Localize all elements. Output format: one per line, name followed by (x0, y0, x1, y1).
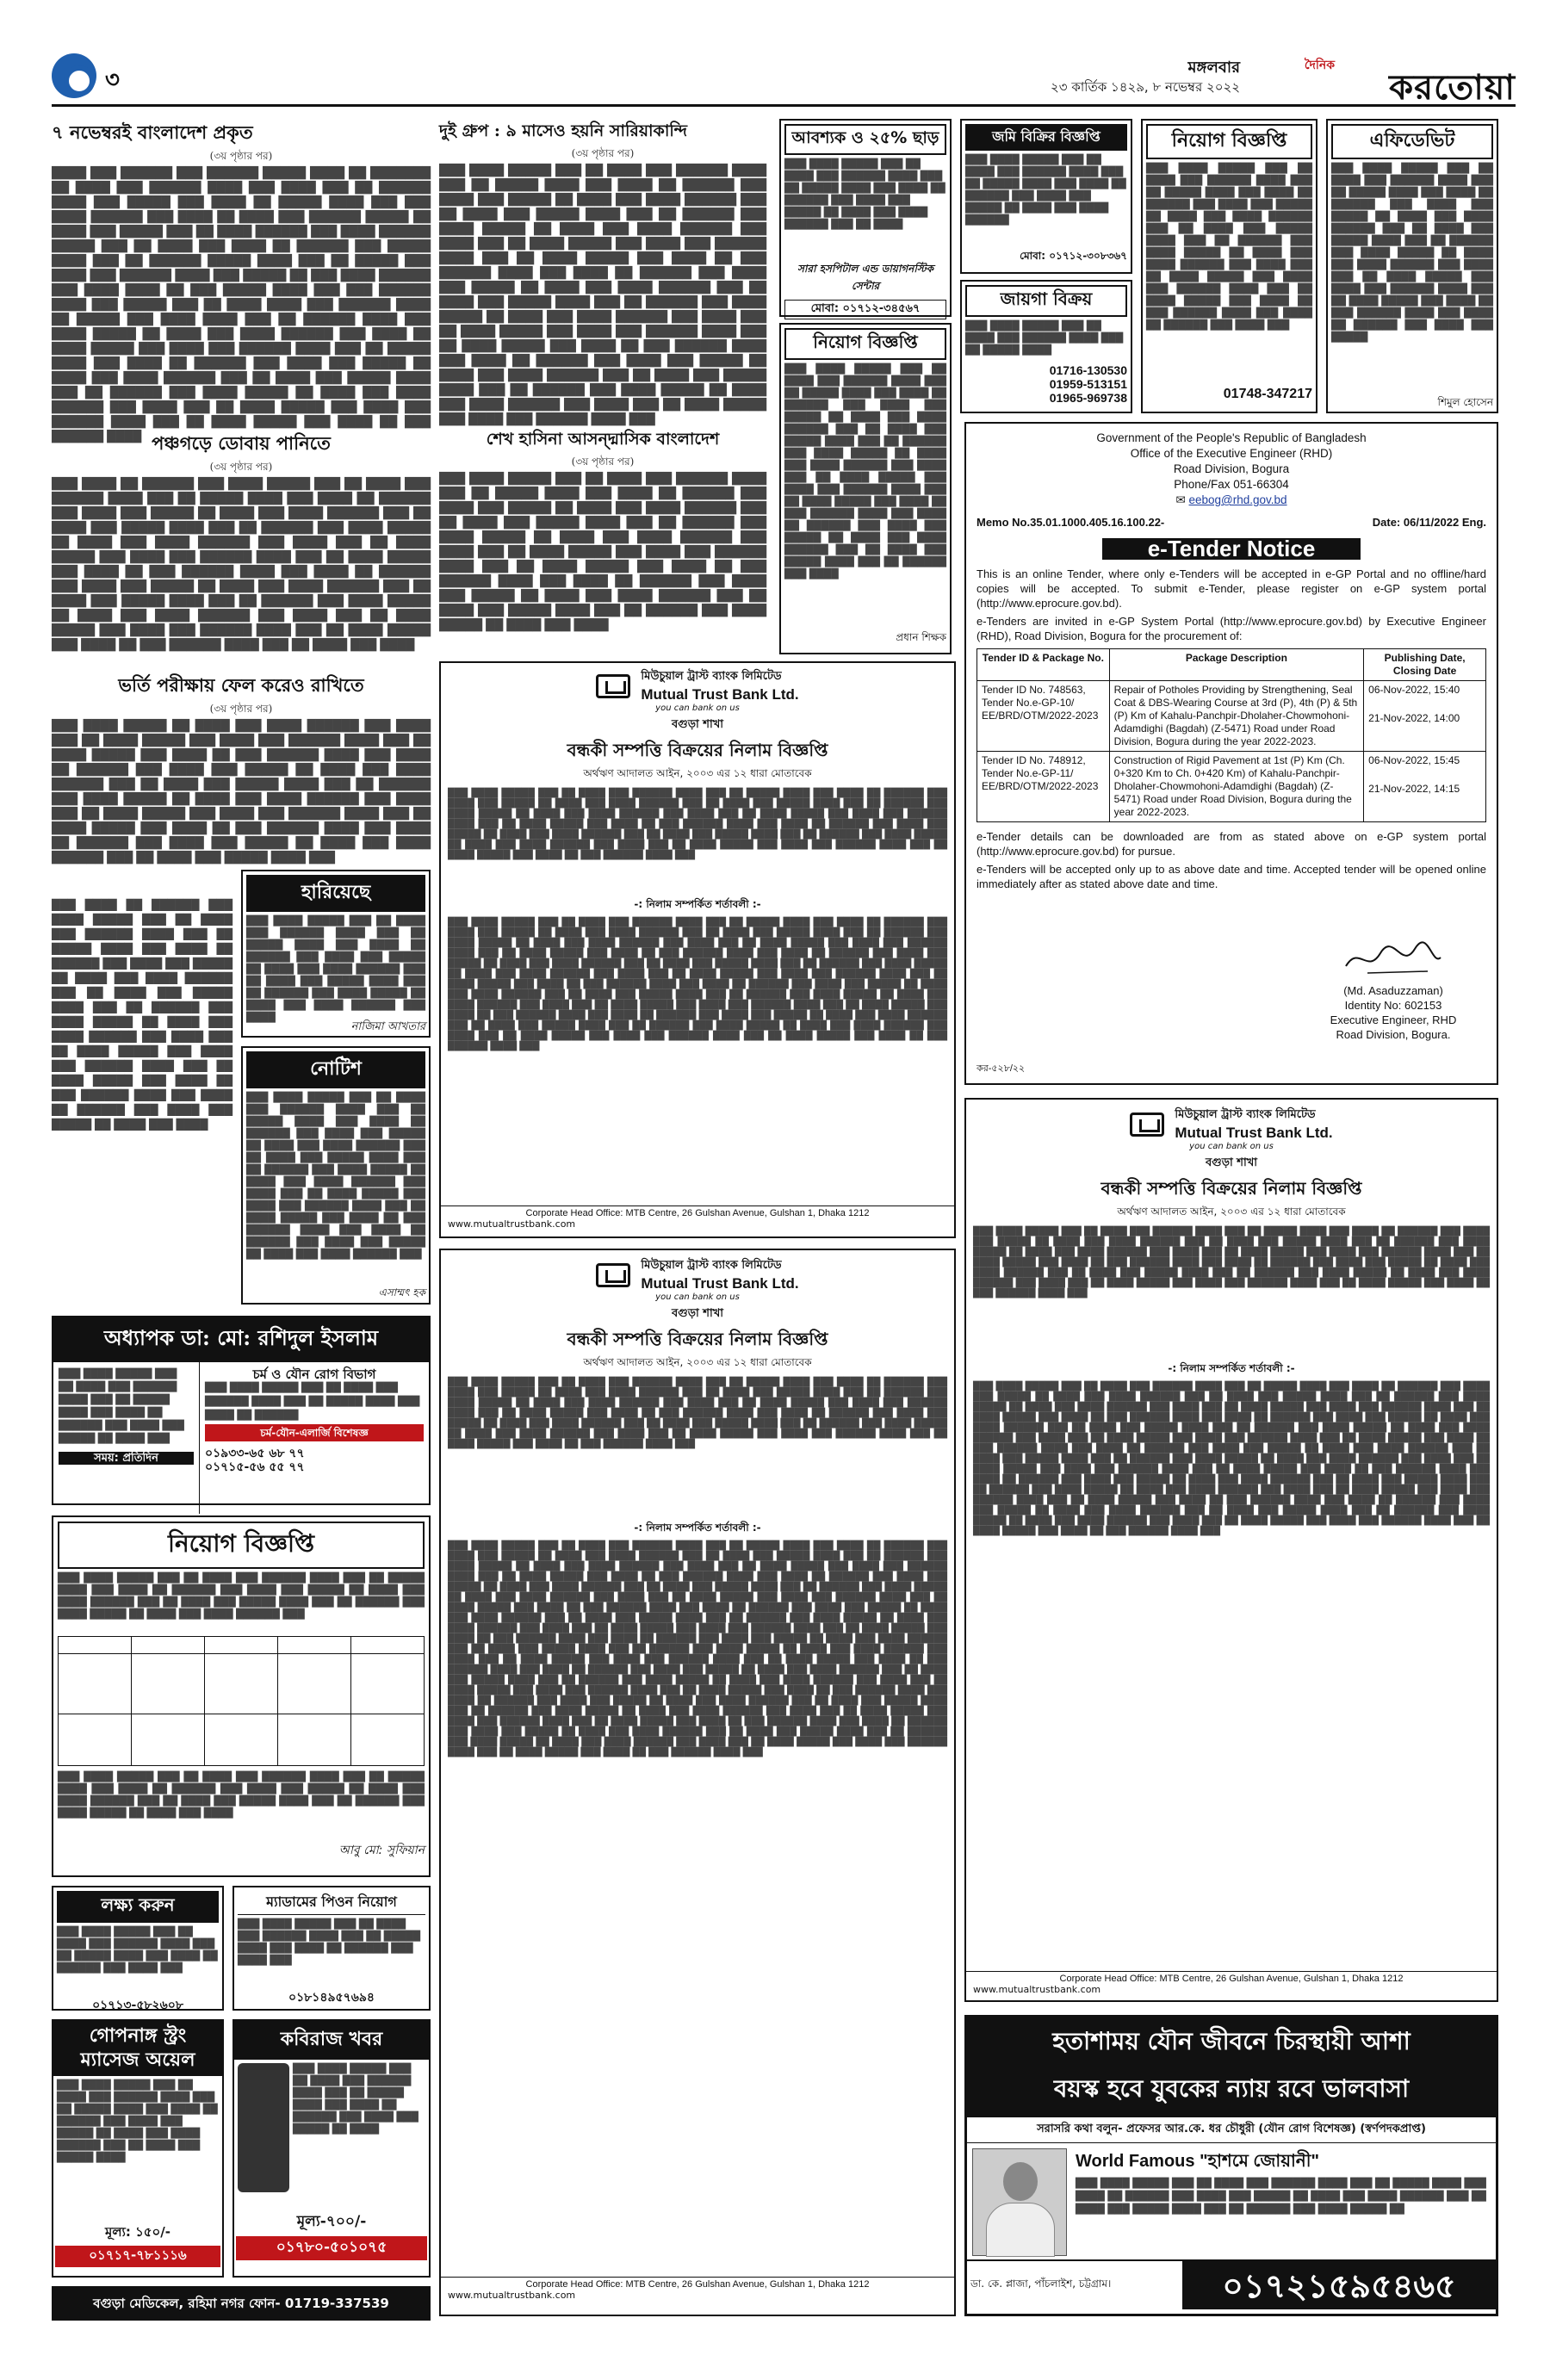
recruitment-signature: আবু মো: সুফিয়ান (338, 1844, 425, 1857)
continued-label: (৩য় পৃষ্ঠার পর) (209, 703, 273, 715)
doctor-details (200, 1362, 429, 1514)
herbal-ad-phone: ০১৭৮০-৫০১০৭৫ (236, 2236, 427, 2260)
affidavit-signature: শিমুল হোসেন (1437, 396, 1493, 408)
auction-title: বন্ধকী সম্পত্তি বিক্রয়ের নিলাম বিজ্ঞপ্তি (1100, 1178, 1362, 1199)
lost-notice-body: ███ ████ █████ ███ ██ ████ ███ ██████ ████ ███ ██ █████ ████ ███ ████ ██ ██████ ███ ████ ███ █████ ██ ████ ███ ████ ██████ ███ ██ ████ ███ █████ ████ ███ ██ ██████ ███ ████ █████ ██ ████ ███ ████ ██████ ███ ████ (246, 915, 425, 1023)
doctor-photo (972, 2148, 1067, 2256)
property-sale-phone: 01965-969738 (1049, 391, 1127, 405)
job-notice-phone: 01748-347217 (1223, 387, 1312, 401)
tender-dates (1364, 681, 1486, 752)
clinic-address: ডা. কে. প্লাজা, পাঁচলাইশ, চট্টগ্রাম। (970, 2278, 1112, 2290)
oil-ad-title: গোপনাঙ্গ স্ট্রং ম্যাসেজ অয়েল (53, 2021, 222, 2076)
property-sale-title: জায়গা বিক্রয় (965, 285, 1127, 317)
bank-name-bangla: মিউচুয়াল ট্রাস্ট ব্যাংক লিমিটেড (1175, 1108, 1316, 1121)
story-title: ৭ নভেম্বরই বাংলাদেশ প্রকৃত (52, 121, 253, 143)
auction-intro: ███ ████ █████ ███ ██ ████ ███ ██████ ████ ███ ██ █████ ████ ███ ████ ██ ██████ ███ ████ ███ █████ ██ ████ ███ ████ ██████ ███ ██ ████ ███ █████ ████ ███ ██ ██████ ███ ████ █████ ██ ████ ███ ████ ██████ ███ ████ ███ ██ ████ █████ ███ ████ ███ ██████ ████ ███ ██ ████ █████ ███ ████ ██ ███ ██████ ████ ███ ████ ██ ██████ ███ ████ ███ █████ ██ ████ ███ ████ ██████ ███ ██ ████ ███ █████ ████ ███ ██ ██████ ███ ████ █████ ██ ████ ███ ████ ██████ ███ ████ ███ ██ ████ █████ ███ ████ ███ ██████ ████ ███ ██ ████ █████ ███ ████ ██ ███ ██████ ████ ███ (448, 1378, 947, 1449)
conditions-heading: -: নিলাম সম্পর্কিত শর্তাবলী :- (634, 1522, 761, 1534)
bank-branch: বগুড়া শাখা (1205, 1156, 1258, 1169)
story-title: পঞ্চগড়ে ডোবায় পানিতে (152, 432, 331, 454)
small-notices: ███ ████ ██ ██████ ███ ████ █████ ███ ██ ████ ███ ██████ ████ ███ ██ █████ ████ ███ ████ ██ ██████ ███ ████ ███ █████ ██ ████ ███ ████ ██████ ███ ██ ████ ███ █████ ████ ███ ██ ██████ ███ ████ █████ ██ ████ ███ ████ ██████ ███ ████ ███ ██ ████ █████ ███ ████ ███ ██████ ████ ███ ██ ████ █████ ███ ████ ██ ███ ██████ ████ ███ ████ ██ ██████ ███ ████ ███ █████ ██ ████ ███ ████ (52, 899, 232, 1131)
column-two-news (439, 119, 766, 653)
table-header: Publishing Date, Closing Date (1364, 649, 1486, 681)
story-body: ███ ████ ██ ██████ ███ ████ █████ ███ ██ ████ ███ ██████ ████ ███ ██ █████ ████ ███ ████ ██ ██████ ███ ████ ███ █████ ██ ████ ███ ████ ██████ ███ ██ ████ ███ █████ ████ ███ ██ ██████ ███ ████ █████ ██ ████ ███ ████ ██████ ███ ████ ███ ██ ████ █████ ███ ████ ███ ██████ ████ ███ ██ ████ █████ ███ ████ ██ ███ ██████ ████ ███ ████ ██ ██████ ███ ████ ███ █████ ██ ████ ███ ████ ██████ ███ ██ ████ ███ █████ ████ ███ ██ ██████ ███ ████ █████ ██ ████ ███ ████ ██████ ███ ████ ███ ██ ████ █████ ███ ████ ███ ██████ ████ ███ ██ ████ █████ ███ ████ ██ ███ ██████ ████ ███ ██ ████ ███ ████ (52, 478, 431, 652)
product-name: World Famous "হাশমে জোয়ানী" (1076, 2152, 1319, 2171)
attention-ad (52, 1886, 224, 2011)
bank-name: Mutual Trust Bank Ltd. (1175, 1125, 1333, 1141)
auction-intro: ███ ████ █████ ███ ██ ████ ███ ██████ ████ ███ ██ █████ ████ ███ ████ ██ ██████ ███ ████ ███ █████ ██ ████ ███ ████ ██████ ███ ██ ████ ███ █████ ████ ███ ██ ██████ ███ ████ █████ ██ ████ ███ ████ ██████ ███ ████ ███ ██ ████ █████ ███ ████ ███ ██████ ████ ███ ██ ████ █████ ███ ████ ██ ███ ██████ ████ ███ ████ ██ ██████ ███ ████ ███ █████ ██ ████ ███ ████ ██████ ███ ██ ████ ███ █████ ████ ███ ██ ██████ ███ ████ █████ ██ ████ ███ ████ ██████ ███ ████ ███ ██ ████ █████ ███ ████ ███ ██████ ████ ███ ██ ████ █████ ███ ████ ██ ███ ██████ ████ ███ (448, 789, 947, 860)
newspaper-logo-icon (52, 53, 96, 98)
attention-title: লক্ষ্য করুন (57, 1891, 219, 1923)
bank-header (441, 668, 954, 703)
e-tender-paragraph: e-Tenders are invited in e-GP System Portal (http://www.eprocure.gov.bd) by Executive Engineer (RHD), Road Division, Bogura for the procurement of: (976, 615, 1486, 642)
publishing-date: 06-Nov-2022, 15:45 (1368, 754, 1460, 766)
property-sale-phone: 01716-130530 (1049, 363, 1127, 377)
affidavit-body: ███ ████ █████ ███ ██ ████ ███ ██████ ████ ███ ██ █████ ████ ███ ████ ██ ██████ ███ ████ ███ █████ ██ ████ ███ ████ ██████ ███ ██ ████ ███ █████ ████ ███ ██ ██████ ███ ████ █████ ██ ████ ███ ████ ██████ ███ ████ ███ ██ ████ █████ ███ ████ ███ ██████ ████ ███ ██ ████ █████ ███ ████ ██ ███ ██████ ████ ███ ████ ██ ██████ ███ ████ ███ █████ (1331, 163, 1493, 343)
bank-footer: Corporate Head Office: MTB Centre, 26 Gulshan Avenue, Gulshan 1, Dhaka 1212 (966, 1971, 1497, 1984)
continued-label: (৩য় পৃষ্ঠার পর) (571, 147, 635, 159)
discount-ad (779, 119, 952, 317)
bank-tagline: you can bank on us (1189, 1142, 1274, 1151)
legal-notice-signature: এসাম্মৎ হক (378, 1286, 425, 1298)
doctor-chamber: ███ ████ █████ ███ ██ ████ ███ ██████ ████ ███ ██ █████ ████ ███ ████ ██ ██████ ███ ████ ███ █████ ██ ████ ███ সময়: প্রতিদিন (53, 1362, 200, 1514)
discount-body: ███ ████ █████ ███ ██ ████ ███ ██████ ████ ███ ██ █████ ████ ███ ████ ██ ██████ ███ ████ ███ █████ ██ ████ ███ ████ ██████ ███ ██ ████ (784, 158, 946, 230)
bank-url: www.mutualtrustbank.com (448, 2290, 576, 2301)
property-sale-body: ███ ████ █████ ███ ██ ████ ███ ██████ ████ ███ ██ █████ ████ (965, 320, 1124, 356)
tender-table (976, 648, 1486, 822)
closing-date: 21-Nov-2022, 14:15 (1368, 783, 1460, 795)
conditions-body: ███ ████ █████ ███ ██ ████ ███ ██████ ████ ███ ██ █████ ████ ███ ████ ██ ██████ ███ ████ ███ █████ ██ ████ ███ ████ ██████ ███ ██ ████ ███ █████ ████ ███ ██ ██████ ███ ████ █████ ██ ████ ███ ████ ██████ ███ ████ ███ ██ ████ █████ ███ ████ ███ ██████ ████ ███ ██ ████ █████ ███ ████ ██ ███ ██████ ████ ███ ████ ██ ██████ ███ ████ ███ █████ ██ ████ ███ ████ ██████ ███ ██ ████ ███ █████ ████ ███ ██ ██████ ███ ████ █████ ██ ████ ███ ████ ██████ ███ ████ ███ ██ ████ █████ ███ ████ ███ ██████ ████ ███ ██ ████ █████ ███ ████ ██ ███ ██████ ████ ███ ████ ██ ██████ ███ ████ ███ █████ ██ ████ ███ ████ ██████ ███ ██ ████ ███ █████ ████ ███ ██ ██████ ███ ████ █████ ██ ████ ███ ████ ██████ ███ ████ ███ ██ ████ █████ ███ ████ ███ ██████ ████ ███ ██ ████ █████ ███ ████ ██ ███ ██████ ████ ███ ████ ██ ██████ ███ ████ ███ █████ ██ ████ ███ ████ ██████ ███ ██ ████ ███ █████ ████ ███ ██ ██████ ███ ████ █████ ██ ████ ███ ████ ██████ ███ ████ ███ ██ ████ █████ ███ ████ ███ ██████ ████ ███ ██ ████ █████ ███ ████ ██ ███ ██████ ████ ███ (448, 918, 947, 1051)
tender-id: Tender ID No. 748912, Tender No.e-GP-11/ EE/BRD/OTM/2022-2023 (977, 752, 1110, 822)
recruitment-table (58, 1636, 425, 1766)
oil-ad-phone: ০১৭১৭-৭৮১১১৬ (55, 2246, 220, 2267)
school-recruitment-signature: প্রধান শিক্ষক (896, 631, 946, 643)
legal-notice (241, 1046, 431, 1305)
e-tender-paragraph: e-Tenders will be accepted only up to as above date and time. Accepted tender will be opened online immediately after as stated above date and time. (976, 863, 1486, 890)
recruitment-title: নিয়োগ বিজ্ঞপ্তি (58, 1522, 425, 1569)
clinic-ad-headline: হতাশাময় যৌন জীবনে চিরস্থায়ী আশা (967, 2017, 1496, 2068)
bank-name-bangla: মিউচুয়াল ট্রাস্ট ব্যাংক লিমিটেড (641, 1259, 782, 1272)
issue-day: মঙ্গলবার (1187, 59, 1240, 77)
bank-auction-notice (439, 1249, 956, 2316)
org-line: Government of the People's Republic of Bangladesh (1096, 431, 1367, 444)
bank-auction-notice (439, 661, 956, 1238)
tender-id: Tender ID No. 748563, Tender No.e-GP-10/ EE/BRD/OTM/2022-2023 (977, 681, 1110, 752)
bank-tagline: you can bank on us (655, 703, 740, 713)
discount-title: আবশ্যক ও ২৫% ছাড় (784, 124, 946, 155)
tender-description: Construction of Rigid Pavement at 1st (P) Km (Ch. 0+320 Km to Ch. 0+420 Km) of Kahalu-Panchpir-Dholaher-Chowmohoni-Adamdighi (Bagdah) (Z-5471) Road under Road Division, Bogura during the year 2022-2023. (1109, 752, 1364, 822)
table-row (977, 681, 1486, 752)
publishing-date: 06-Nov-2022, 15:40 (1368, 684, 1460, 696)
job-notice-body: ███ ████ █████ ███ ██ ████ ███ ██████ ████ ███ ██ █████ ████ ███ ████ ██ ██████ ███ ████ ███ █████ ██ ████ ███ ████ ██████ ███ ██ ████ ███ █████ ████ ███ ██ ██████ ███ ████ █████ ██ ████ ███ ████ ██████ ███ ████ ███ ██ ████ █████ ███ ████ ███ ██████ ████ ███ ██ ████ █████ ███ ████ ██ ███ ██████ ████ ███ ████ ██ ██████ ███ ████ ███ (1146, 163, 1312, 331)
continued-label: (৩য় পৃষ্ঠার পর) (209, 461, 273, 473)
story-title: ভর্তি পরীক্ষায় ফেল করেও রাখিতে (118, 674, 364, 696)
issue-date: ২৩ কার্তিক ১৪২৯, ৮ নভেম্বর ২০২২ (1051, 79, 1240, 95)
medical-strip-ad: বগুড়া মেডিকেল, রহিমা নগর ফোন- 01719-337539 (52, 2286, 431, 2321)
herbal-ad-body: ███ ████ █████ ███ ██ ████ ███ ██████ ████ ███ ██ █████ ████ ███ ████ ██ ██████ ███ ████ ███ █████ ██ ████ (293, 2063, 418, 2135)
email-icon: ✉ (1175, 493, 1186, 506)
memo-date: Date: 06/11/2022 Eng. (1372, 516, 1486, 529)
job-notice-title: নিয়োগ বিজ্ঞপ্তি (1146, 124, 1312, 159)
bank-auction-notice (964, 1098, 1498, 2002)
auction-subtitle: অর্থঋণ আদালত আইন, ২০০৩ এর ১২ ধারা মোতাবেক (583, 767, 812, 779)
conditions-heading: -: নিলাম সম্পর্কিত শর্তাবলী :- (1168, 1362, 1295, 1374)
signature-block (1316, 940, 1471, 1042)
lost-notice-signature: নাজিমা আখতার (350, 1020, 425, 1033)
legal-notice-body: ███ ████ █████ ███ ██ ████ ███ ██████ ████ ███ ██ █████ ████ ███ ████ ██ ██████ ███ ████ ███ █████ ██ ████ ███ ████ ██████ ███ ██ ████ ███ █████ ████ ███ ██ ██████ ███ ████ █████ ██ ████ ███ ████ ██████ ███ ████ ███ ██ ████ █████ ███ ████ ███ ██████ ████ ███ ██ ████ █████ ███ ████ ██ ███ ██████ ████ ███ ████ ██ ██████ ███ ████ ███ █████ ██ ████ ███ ████ ██████ ███ (246, 1092, 425, 1260)
ad-reference: কর-৫২৮/২২ (976, 1063, 1026, 1074)
herbal-ad-title: কবিরাজ খবর (234, 2021, 429, 2060)
story-title: শেখ হাসিনা আসন্দ্মাসিক বাংলাদেশ (486, 430, 720, 449)
table-row (977, 752, 1486, 822)
product-description: ███ ████ █████ ███ ██ ████ ███ ██████ ████ ███ ██ █████ ████ ███ ████ ██ ██████ ███ ████ ███ █████ ██ ████ ███ ████ ██████ ███ ██ ████ ███ █████ ████ ███ ██ ██████ ███ ████ █████ ██ (1076, 2178, 1486, 2215)
signer-title: Executive Engineer, RHD (1330, 1013, 1457, 1026)
bank-header (441, 1257, 954, 1292)
property-sale-phone: 01959-513151 (1049, 377, 1127, 391)
bank-logo-icon (1130, 1113, 1164, 1137)
oil-ad-body: ███ ████ █████ ███ ██ ████ ███ ██████ ████ ███ ██ █████ ████ ███ ████ ██ ██████ ███ ████ ███ █████ ██ ████ ███ ████ ██████ ███ ██ ████ ███ █████ ████ (57, 2079, 218, 2163)
property-sale-ad (960, 280, 1132, 413)
org-line: Phone/Fax 051-66304 (1174, 478, 1289, 491)
org-line: Road Division, Bogura (1173, 462, 1290, 475)
e-tender-header (976, 431, 1486, 508)
signer-id: Identity No: 602153 (1344, 999, 1442, 1012)
doctor-name: অধ্যাপক ডা: মো: রশিদুল ইসলাম (53, 1317, 429, 1362)
school-recruitment-notice (779, 323, 952, 654)
bank-tagline: you can bank on us (655, 1292, 740, 1302)
land-sale-notice (960, 119, 1132, 274)
lost-notice (241, 870, 431, 1038)
attention-phone: ০১৭১৩-৫৮২৬০৮ (92, 1999, 183, 2012)
legal-notice-title: নোটিশ (246, 1051, 425, 1088)
doctor-department: চর্ম ও যৌন রোগ বিভাগ (252, 1367, 376, 1382)
discount-center: সারা হসপিটাল এন্ড ডায়াগনস্টিক সেন্টার (797, 263, 934, 292)
bank-name: Mutual Trust Bank Ltd. (641, 686, 799, 703)
herbal-ad (232, 2019, 431, 2278)
bank-footer: Corporate Head Office: MTB Centre, 26 Gulshan Avenue, Gulshan 1, Dhaka 1212 (441, 1205, 954, 1218)
auction-subtitle: অর্থঋণ আদালত আইন, ২০০৩ এর ১২ ধারা মোতাবেক (583, 1356, 812, 1368)
e-tender-banner: e-Tender Notice (1102, 538, 1361, 560)
recruitment-intro: ███ ████ █████ ███ ██ ████ ███ ██████ ████ ███ ██ █████ ████ ███ ████ ██ ██████ ███ ████ ███ █████ ██ ████ ███ ████ ██████ ███ ██ ████ ███ █████ ████ ███ ██ ██████ ███ ████ █████ ██ ████ ███ ████ ██████ ███ (58, 1572, 425, 1620)
clinic-ad (964, 2015, 1498, 2316)
school-recruitment-body: ███ ████ █████ ███ ██ ████ ███ ██████ ████ ███ ██ █████ ████ ███ ████ ██ ██████ ███ ████ ███ █████ ██ ████ ███ ████ ██████ ███ ██ ████ ███ █████ ████ ███ ██ ██████ ███ ████ █████ ██ ████ ███ ████ ██████ ███ ████ ███ ██ ████ █████ ███ ████ ███ ██████ ████ ███ ██ ████ █████ ███ ████ ██ ███ ██████ ████ ███ ████ ██ ██████ ███ ████ ███ █████ ██ ████ ███ ████ ██████ ███ ██ ████ ███ █████ ████ ███ ██ ██████ ███ ████ (784, 363, 946, 580)
newspaper-name: করতোয়া (1389, 67, 1516, 108)
land-sale-body: ███ ████ █████ ███ ██ ████ ███ ██████ ████ ███ ██ █████ ████ ███ ████ ██ ██████ ███ ████ ███ █████ ██ ████ ███ ████ ██████ (965, 154, 1126, 226)
tender-description: Repair of Potholes Providing by Strengthening, Seal Coat & DBS-Wearing Course at 3rd (P), 4th (P) & 5th (P) Km of Kahalu-Panchpir-Dholaher-Chowmohoni-Adamdighi (Bagdah) (Z-5471) Road under Road Division, Bogura during the year 2022-2023. (1109, 681, 1364, 752)
clinic-ad-doctor: সরাসরি কথা বলুন- প্রফেসর আর.কে. ধর চৌধুরী (যৌন রোগ বিশেষজ্ঞ) (স্বর্ণপদকপ্রাপ্ত) (967, 2117, 1496, 2143)
conditions-body: ███ ████ █████ ███ ██ ████ ███ ██████ ████ ███ ██ █████ ████ ███ ████ ██ ██████ ███ ████ ███ █████ ██ ████ ███ ████ ██████ ███ ██ ████ ███ █████ ████ ███ ██ ██████ ███ ████ █████ ██ ████ ███ ████ ██████ ███ ████ ███ ██ ████ █████ ███ ████ ███ ██████ ████ ███ ██ ████ █████ ███ ████ ██ ███ ██████ ████ ███ ████ ██ ██████ ███ ████ ███ █████ ██ ████ ███ ████ ██████ ███ ██ ████ ███ █████ ████ ███ ██ ██████ ███ ████ █████ ██ ████ ███ ████ ██████ ███ ████ ███ ██ ████ █████ ███ ████ ███ ██████ ████ ███ ██ ████ █████ ███ ████ ██ ███ ██████ ████ ███ ████ ██ ██████ ███ ████ ███ █████ ██ ████ ███ ████ ██████ ███ ██ ████ ███ █████ ████ ███ ██ ██████ ███ ████ █████ ██ ████ ███ ████ ██████ ███ ████ ███ ██ ████ █████ ███ ████ ███ ██████ ████ ███ ██ ████ █████ ███ ████ ██ ███ ██████ ████ ███ ████ ██ ██████ ███ ████ ███ █████ ██ ████ ███ ████ ██████ ███ ██ ████ ███ █████ ████ ███ ██ ██████ ███ ████ █████ ██ ████ ███ ████ ██████ ███ ████ ███ ██ ████ █████ ███ ████ ███ ██████ ████ ███ ██ ████ █████ ███ ████ ██ ███ ██████ ████ ███ ████ ██ ██████ ███ ████ ███ █████ ██ ████ ███ ████ ██████ ███ ██ ████ ███ █████ ████ ███ ██ ██████ ███ ████ █████ ██ ████ ███ ████ ██████ ███ ████ ███ ██ ████ █████ ███ ████ ███ ██████ ████ ███ ██ ████ █████ ███ ████ ██ ███ ██████ ████ ███ (973, 1382, 1490, 1536)
bank-branch: বগুড়া শাখা (671, 718, 724, 731)
auction-subtitle: অর্থঋণ আদালত আইন, ২০০৩ এর ১২ ধারা মোতাবেক (1117, 1205, 1346, 1218)
org-line: Office of the Executive Engineer (RHD) (1130, 447, 1333, 460)
bank-logo-icon (596, 674, 630, 698)
bank-branch: বগুড়া শাখা (671, 1307, 724, 1320)
oil-ad-price: মূল্য: ১৫০/- (105, 2224, 170, 2240)
peon-recruitment-phone: ০১৮১৪৯৫৭৬৯৪ (288, 1991, 375, 2005)
doctor-phone: ০১৯৩৩-৬৫ ৬৮ ৭৭ (205, 1447, 305, 1460)
auction-title: বন্ধকী সম্পত্তি বিক্রয়ের নিলাম বিজ্ঞপ্তি (567, 1329, 828, 1349)
conditions-heading: -: নিলাম সম্পর্কিত শর্তাবলী :- (634, 898, 761, 910)
peon-recruitment-ad (232, 1886, 431, 2011)
doctor-qualification: ███ ████ █████ ███ ██ ████ ███ ██████ ████ ███ ██ █████ ████ ███ ████ ██ ██████ (205, 1382, 420, 1421)
recruitment-notice (52, 1515, 431, 1877)
recruitment-body: ███ ████ █████ ███ ██ ████ ███ ██████ ████ ███ ██ █████ ████ ███ ████ ██ ██████ ███ ████ ███ █████ ██ ████ ███ ████ ██████ ███ ██ ████ ███ █████ ████ ███ ██ ██████ ███ ████ █████ ██ ████ ███ ████ (58, 1771, 425, 1819)
tender-dates (1364, 752, 1486, 822)
masthead (52, 53, 1516, 107)
story-body: ████ ███ ██████ ███ ██████ █████ ████ ██ ███████ ██ ████ ███ ██████ ████ ███ ████ ███ ██ ██████ ████ ███ █████ ███ ████ ██ █████ ████ ███ ███ ████ ██████ ███ ████ ██ ████ ███ ██████ █████ ██ ████ ███ █████ ███ ██ ████ ██████ ███ ████ ██████ █████ ███ ██ ████ ███ ████ ██ ██████ ███ █████ ████ ███ ██ ██████ █████ ████ ███ ██ █████ ███ ████ ███ ██████ ████ ███ █████ ██ ███ ████ ██████ ███ ████ ████ ██ ███ █████ ████ ███ ███ ██████ ████ ███ █████ ███ ██ ████ ████ ███ ██████ ████ ██ █████ ███ ████ ████ ███ ██ ██████ ████ ███ ████ █████ ██ ████ ███ ████ ██████ ███ ████ ██ ████ █████ ███ ████ ███ ██████ ████ ███ ██ █████ ████ ███ ████ ██ ██████ ███ ████ ███ █████ ██ ████ ███ ████ ██████ ███ ██ ████ ███ █████ ████ ███ ██ ██████ ███ ████ █████ ██ ████ ███ ████ ██████ ███ ████ ███ ██ ████ █████ ███ ████ ███ ██████ ████ ███ ██ ████ █████ ███ ████ ██ ███ ██████ ████ (52, 167, 431, 443)
continued-label: (৩য় পৃষ্ঠার পর) (209, 150, 273, 162)
land-sale-phone: মোবা: ০১৭১২-৩০৮৩৬৭ (1020, 250, 1127, 262)
doctor-phone: ০১৭১৫-৫৬ ৫৫ ৭৭ (205, 1460, 305, 1474)
bank-name: Mutual Trust Bank Ltd. (641, 1275, 799, 1292)
discount-phone: মোবা: ০১৭১২-৩৪৫৬৭ (784, 300, 946, 319)
oil-ad (52, 2019, 224, 2278)
memo-number: Memo No.35.01.1000.405.16.100.22- (976, 516, 1165, 529)
clinic-ad-headline: বয়স্ক হবে যুবকের ন্যায় রবে ভালবাসা (967, 2068, 1496, 2117)
peon-recruitment-body: ███ ████ █████ ███ ██ ████ ███ ██████ ████ ███ ██ █████ ████ ███ ████ ██ ██████ ███ ████ ███ (238, 1918, 421, 1966)
affidavit-title: এফিডেভিট (1331, 124, 1493, 159)
e-tender-paragraph: This is an online Tender, where only e-Tenders will be accepted in e-GP Portal and no offline/hard copies will be accepted. To submit e-Tender, please register on e-GP system portal (http://www.eprocure.gov.bd). (976, 567, 1486, 610)
e-tender-paragraph: e-Tender details can be downloaded are from as stated above on e-GP system portal (http://www.eprocure.gov.bd) for pursue. (976, 830, 1486, 858)
doctor-time-label: সময়: প্রতিদিন (59, 1452, 194, 1465)
doctor-speciality: চর্ম-যৌন-এলার্জি বিশেষজ্ঞ (205, 1424, 424, 1441)
attention-body: ███ ████ █████ ███ ██ ████ ███ ██████ ████ ███ ██ █████ ████ ███ ████ ██ ██████ ███ ████ ███ (57, 1926, 218, 1974)
table-header: Tender ID & Package No. (977, 649, 1110, 681)
bank-name-bangla: মিউচুয়াল ট্রাস্ট ব্যাংক লিমিটেড (641, 670, 782, 683)
bank-header (966, 1106, 1497, 1142)
e-tender-notice (964, 422, 1498, 1085)
bank-footer: Corporate Head Office: MTB Centre, 26 Gulshan Avenue, Gulshan 1, Dhaka 1212 (441, 2277, 954, 2290)
story-body: ███ ████ █████ ███ ██ ████ ███ ██████ ████ ███ ██ █████ ████ ███ ████ ██ ██████ ███ ████ ███ █████ ██ ████ ███ ████ ██████ ███ ██ ████ ███ █████ ████ ███ ██ ██████ ███ ████ █████ ██ ████ ███ ████ ██████ ███ ████ ███ ██ ████ █████ ███ ████ ███ ██████ ████ ███ ██ ████ █████ ███ ████ ██ ███ ██████ ████ ███ ████ ██ ██████ ███ ████ ███ █████ ██ ████ ███ ████ ██████ ███ ██ ████ ███ █████ ████ ███ ██ ██████ ███ ████ █████ ██ ████ ███ ████ (439, 473, 766, 632)
bank-url: www.mutualtrustbank.com (448, 1218, 576, 1230)
conditions-body: ███ ████ █████ ███ ██ ████ ███ ██████ ████ ███ ██ █████ ████ ███ ████ ██ ██████ ███ ████ ███ █████ ██ ████ ███ ████ ██████ ███ ██ ████ ███ █████ ████ ███ ██ ██████ ███ ████ █████ ██ ████ ███ ████ ██████ ███ ████ ███ ██ ████ █████ ███ ████ ███ ██████ ████ ███ ██ ████ █████ ███ ████ ██ ███ ██████ ████ ███ ████ ██ ██████ ███ ████ ███ █████ ██ ████ ███ ████ ██████ ███ ██ ████ ███ █████ ████ ███ ██ ██████ ███ ████ █████ ██ ████ ███ ████ ██████ ███ ████ ███ ██ ████ █████ ███ ████ ███ ██████ ████ ███ ██ ████ █████ ███ ████ ██ ███ ██████ ████ ███ ████ ██ ██████ ███ ████ ███ █████ ██ ████ ███ ████ ██████ ███ ██ ████ ███ █████ ████ ███ ██ ██████ ███ ████ █████ ██ ████ ███ ████ ██████ ███ ████ ███ ██ ████ █████ ███ ████ ███ ██████ ████ ███ ██ ████ █████ ███ ████ ██ ███ ██████ ████ ███ ████ ██ ██████ ███ ████ ███ █████ ██ ████ ███ ████ ██████ ███ ██ ████ ███ █████ ████ ███ ██ ██████ ███ ████ █████ ██ ████ ███ ████ ██████ ███ ████ ███ ██ ████ █████ ███ ████ ███ ██████ ████ ███ ██ ████ █████ ███ ████ ██ ███ ██████ ████ ███ ████ ██ ██████ ███ ████ ███ █████ ██ ████ ███ ████ ██████ ███ ██ ████ ███ █████ ████ ███ ██ ██████ ███ ████ █████ ██ ████ ███ ████ ██████ ███ ████ ███ ██ ████ █████ ███ ████ ███ ██████ ████ ███ ██ ████ █████ ███ ████ ██ ███ ██████ ████ ███ ████ ██ ██████ ███ ████ ███ █████ ██ ████ ███ ████ ██████ ███ ██ ████ ███ █████ ████ ███ ██ ██████ ███ ████ █████ ██ ████ ███ ████ ██████ ███ ████ ███ ██ ████ █████ ███ ████ ███ ██████ ████ ███ ██ ████ █████ ███ ████ ██ ███ ██████ ████ ███ ████ ██ ██████ ███ ████ ███ █████ ██ ████ ███ ████ ██████ ███ ██ ████ ███ █████ ████ ███ ██ ██████ ███ ████ █████ ██ ████ ███ ████ ██████ ███ ████ ███ ██ ████ █████ ███ ████ ███ ██████ ████ ███ ██ ████ █████ ███ ████ ██ ███ ██████ ████ ███ (448, 1541, 947, 1757)
doctor-ad (52, 1316, 431, 1505)
signer-office: Road Division, Bogura. (1336, 1028, 1451, 1041)
land-sale-title: জমি বিক্রির বিজ্ঞপ্তি (965, 124, 1127, 151)
page-number: ৩ (105, 67, 120, 93)
signature-scribble (1342, 940, 1445, 980)
story-body: ███ ████ █████ ██ ████ ███ ████ ██████ ███ ████ ███ ██ ████ █████ ███ ████ ███ ██████ ████ ███ ██ ████ █████ ███ ████ ██ ███ ██████ ████ ███ ████ ██ ██████ ███ ████ ███ █████ ██ ████ ███ ████ ██████ ███ ██ ████ ███ █████ ████ ███ ██ ██████ ███ ████ █████ ██ ████ ███ ████ ██████ ███ ████ ███ ██ ████ █████ ███ ████ ███ ██████ ████ ███ ██ ████ █████ ███ ████ ██ ███ ██████ ████ ███ ████ ██ ██████ ███ ████ ███ █████ ██ ████ ███ ████ ██████ ███ ██ ████ ███ █████ ████ ███ (52, 720, 431, 865)
herbal-ad-price: মূল্য-৭০০/- (296, 2213, 367, 2230)
continued-label: (৩য় পৃষ্ঠার পর) (571, 456, 635, 468)
memo-line (976, 515, 1486, 530)
auction-title: বন্ধকী সম্পত্তি বিক্রয়ের নিলাম বিজ্ঞপ্তি (567, 740, 828, 760)
affidavit-notice (1326, 119, 1498, 413)
brand-prefix: দৈনিক (1304, 59, 1335, 72)
school-recruitment-title: নিয়োগ বিজ্ঞপ্তি (784, 328, 946, 360)
closing-date: 21-Nov-2022, 14:00 (1368, 712, 1460, 724)
table-header: Package Description (1109, 649, 1364, 681)
job-notice (1141, 119, 1318, 413)
bottle-image (238, 2063, 289, 2192)
peon-recruitment-title: ম্যাডামের পিওন নিয়োগ (238, 1891, 425, 1915)
auction-intro: ███ ████ █████ ███ ██ ████ ███ ██████ ████ ███ ██ █████ ████ ███ ████ ██ ██████ ███ ████ ███ █████ ██ ████ ███ ████ ██████ ███ ██ ████ ███ █████ ████ ███ ██ ██████ ███ ████ █████ ██ ████ ███ ████ ██████ ███ ████ ███ ██ ████ █████ ███ ████ ███ ██████ ████ ███ ██ ████ █████ ███ ████ ██ ███ ██████ ████ ███ ████ ██ ██████ ███ ████ ███ █████ ██ ████ ███ ████ ██████ ███ ██ ████ ███ █████ ████ ███ ██ ██████ ███ ████ █████ ██ ████ ███ ████ ██████ ███ ████ ███ ██ ████ █████ ███ ████ ███ ██████ ████ ███ ██ ████ █████ ███ ████ ██ ███ ██████ ████ ███ (973, 1227, 1490, 1298)
lost-notice-title: হারিয়েছে (246, 875, 425, 912)
clinic-phone: ০১৭২১৫৯৫৪৬৫ (1182, 2261, 1496, 2309)
org-email-link[interactable]: eebog@rhd.gov.bd (1188, 493, 1287, 506)
story-title: দুই গ্রুপ : ৯ মাসেও হয়নি সারিয়াকান্দি (439, 121, 688, 140)
bank-url: www.mutualtrustbank.com (973, 1984, 1101, 1995)
bank-logo-icon (596, 1263, 630, 1287)
signer-name: (Md. Asaduzzaman) (1343, 984, 1443, 997)
story-body: ███ ████ █████ ███ ██ ████ ███ ██████ ████ ███ ██ █████ ████ ███ ████ ██ ██████ ███ ████ ███ █████ ██ ████ ███ ████ ██████ ███ ██ ████ ███ █████ ████ ███ ██ ██████ ███ ████ █████ ██ ████ ███ ████ ██████ ███ ████ ███ ██ ████ █████ ███ ████ ███ ██████ ████ ███ ██ ████ █████ ███ ████ ██ ███ ██████ ████ ███ ████ ██ ██████ ███ ████ ███ █████ ██ ████ ███ ████ ██████ ███ ██ ████ ███ █████ ████ ███ ██ ██████ ███ ████ █████ ██ ████ ███ ████ ██████ ███ ████ ███ ██ ████ █████ ███ ████ ███ ██████ ████ ███ ██ ████ █████ ███ ████ ██ ███ ██████ ████ ███ ████ ██ ██████ ███ ████ ███ █████ ██ ████ ███ ████ ██████ ███ ██ ████ ███ █████ ████ ███ ██ ██████ ███ ████ █████ ██ ████ ███ ████ ██████ ███ ████ ███ ██ ████ █████ ███ ████ ███ ██████ ████ ███ (439, 164, 766, 426)
